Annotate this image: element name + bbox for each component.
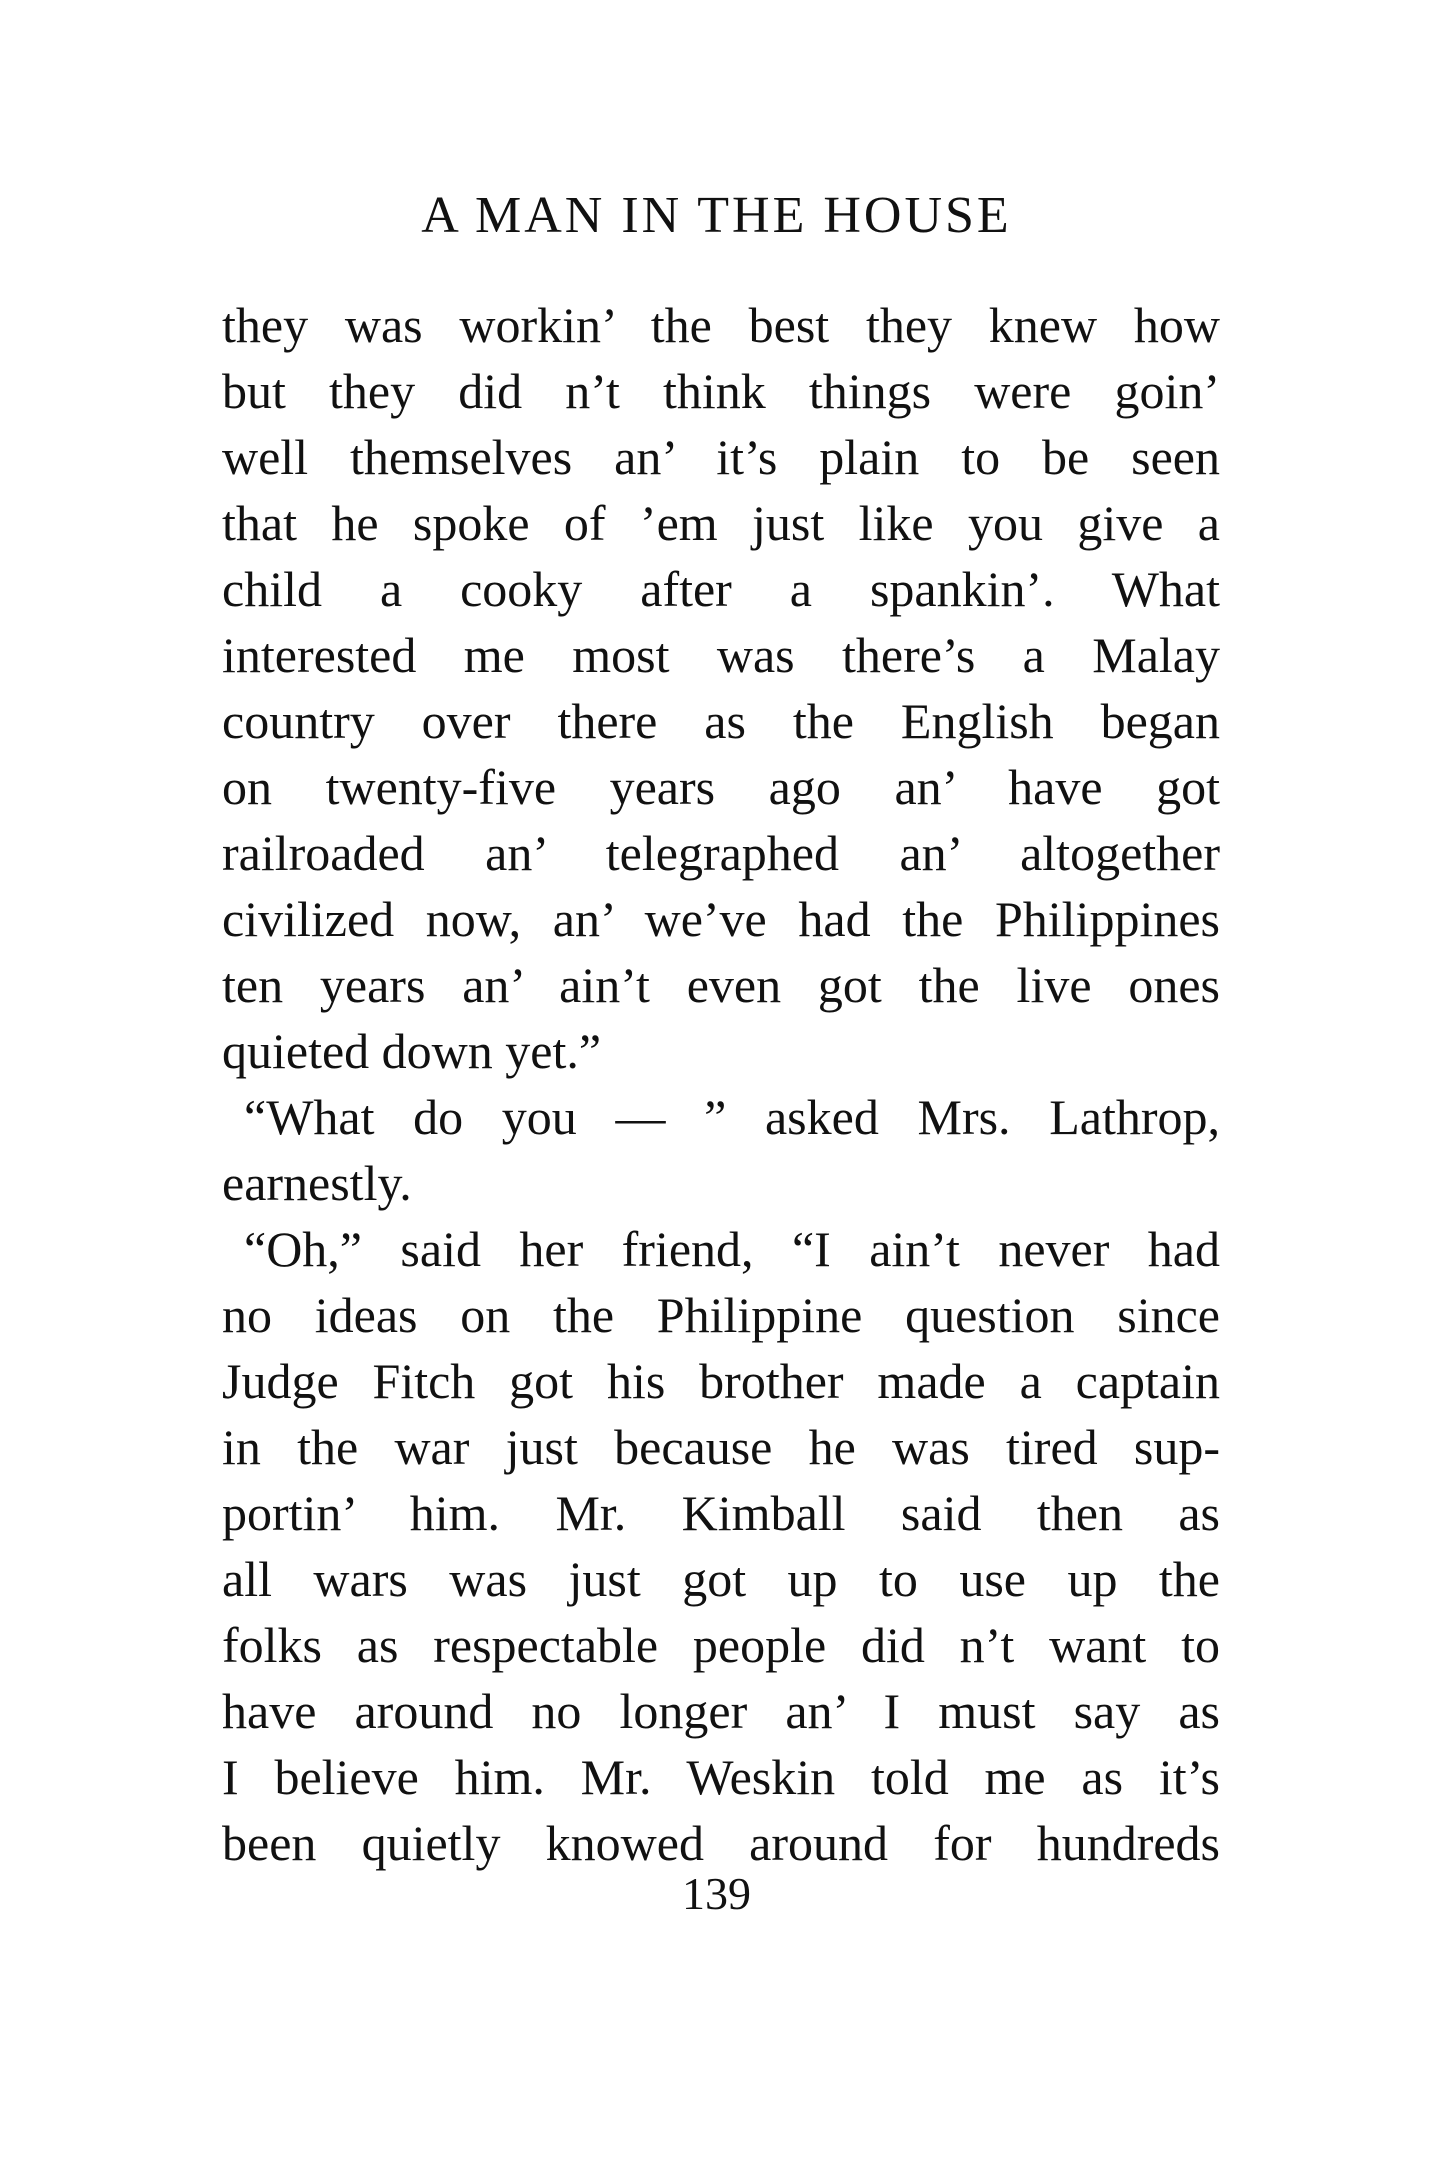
body-text	[222, 292, 1220, 1876]
text-line: all wars was just got up to use up the	[222, 1551, 1220, 1607]
text-line: quieted down yet.”	[222, 1023, 602, 1079]
text-line: “Oh,” said her friend, “I ain’t never had	[244, 1221, 1220, 1277]
text-line: they was workin’ the best they knew how	[222, 297, 1220, 353]
text-line: no ideas on the Philippine question since	[222, 1287, 1220, 1343]
running-head: A MAN IN THE HOUSE	[421, 187, 1012, 244]
text-line: have around no longer an’ I must say as	[222, 1683, 1220, 1739]
page-number: 139	[682, 1868, 751, 1919]
text-line: earnestly.	[222, 1155, 412, 1211]
text-line: “What do you — ” asked Mrs. Lathrop,	[244, 1089, 1220, 1145]
text-line: country over there as the English began	[222, 693, 1220, 749]
text-line: well themselves an’ it’s plain to be seen	[222, 429, 1220, 485]
text-line: portin’ him. Mr. Kimball said then as	[222, 1485, 1220, 1541]
text-line: folks as respectable people did n’t want to	[222, 1617, 1220, 1673]
text-line: that he spoke of ’em just like you give a	[222, 495, 1220, 551]
text-line: but they did n’t think things were goin’	[222, 363, 1220, 419]
text-line: railroaded an’ telegraphed an’ altogether	[222, 825, 1220, 881]
text-line: been quietly knowed around for hundreds	[222, 1815, 1220, 1871]
text-line: in the war just because he was tired sup-	[222, 1419, 1220, 1475]
text-line: interested me most was there’s a Malay	[222, 627, 1220, 683]
text-line: I believe him. Mr. Weskin told me as it’s	[222, 1749, 1220, 1805]
text-line: child a cooky after a spankin’. What	[222, 561, 1220, 617]
text-line: on twenty-five years ago an’ have got	[222, 759, 1220, 815]
text-line: civilized now, an’ we’ve had the Philippines	[222, 891, 1220, 947]
text-line: Judge Fitch got his brother made a captain	[222, 1353, 1220, 1409]
text-line: ten years an’ ain’t even got the live ones	[222, 957, 1220, 1013]
